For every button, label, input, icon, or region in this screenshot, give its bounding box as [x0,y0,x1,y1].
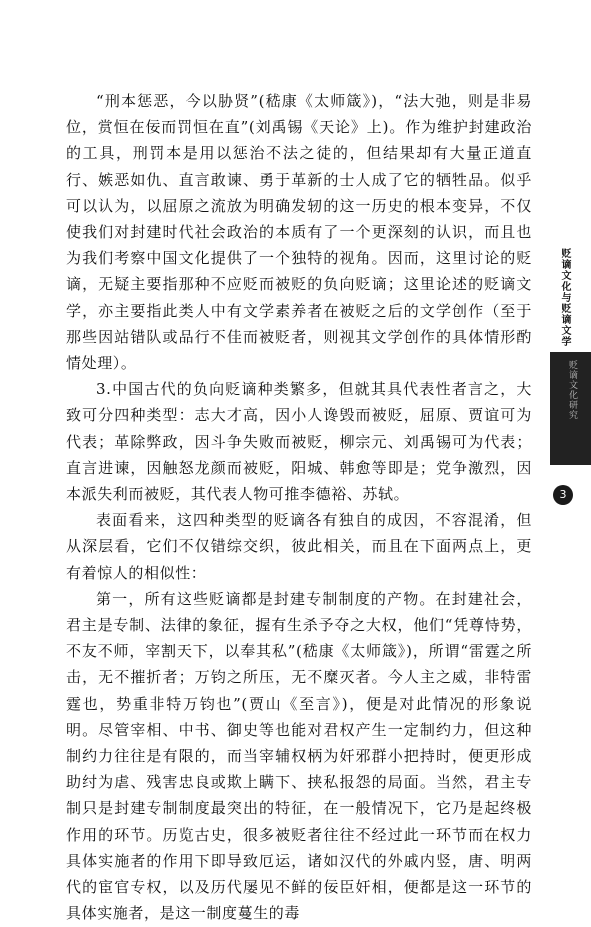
running-book-title: 贬谪文化与贬谪文学 [559,248,570,347]
paragraph-2: 3.中国古代的负向贬谪种类繁多，但就其具代表性者言之，大致可分四种类型：志大才高，因小人谗毁而被贬，屈原、贾谊可为代表；革除弊政，因斗争失败而被贬，柳宗元、刘禹锡可为代表；直言进谏，因触怒龙颜而被贬，阳城、韩愈等即是；党争激烈，因本派失利而被贬，其代表人物可推李德裕、苏轼。 [66,380,532,504]
page-body [66,88,532,927]
paragraph-3: 表面看来，这四种类型的贬谪各有独自的成因，不容混淆，但从深层看，它们不仅错综交织，彼此相关，而且在下面两点上，更有着惊人的相似性： [66,511,532,582]
paragraph-1: “刑本惩恶，今以胁贤”(嵇康《太师箴》)，“法大弛，则是非易位，赏恒在佞而罚恒在直”(刘禹锡《天论》上)。作为维护封建政治的工具，刑罚本是用以惩治不法之徒的，但结果却有大量正道直行、嫉恶如仇、直言敢谏、勇于革新的士人成了它的牺牲品。似乎可以认为，以屈原之流放为明确发轫的这一历史的根本变异，不仅使我们对封建时代社会政治的本质有了一个更深刻的认识，而且也为我们考察中国文化提供了一个独特的视角。因而，这里讨论的贬谪，无疑主要指那种不应贬而被贬的负向贬谪；这里论述的贬谪文学，亦主要指此类人中有文学素养者在被贬之后的文学创作（至于那些因站错队或品行不佳而被贬者，则视其文学创作的具体情形酌情处理）。 [66,92,532,373]
page-number-badge: 3 [553,485,573,505]
paragraph-4: 第一，所有这些贬谪都是封建专制制度的产物。在封建社会，君主是专制、法律的象征，握有生杀予夺之大权，他们“凭尊恃势，不友不师，宰割天下，以奉其私”(嵇康《太师箴》)，所谓“雷霆之所击，无不摧折者；万钧之所压，无不糜灭者。今人主之威，非特雷霆也，势重非特万钧也”(贾山《至言》)，便是对此情况的形象说明。尽管宰相、中书、御史等也能对君权产生一定制约力，但这种制约力往往是有限的，而当宰辅权柄为奸邪群小把持时，便更形成助纣为虐、残害忠良或欺上瞒下、挟私报怨的局面。当然，君主专制只是封建专制制度最突出的特征，在一般情况下，它乃是起终极作用的环节。历览古史，很多被贬者往往不经过此一环节而在权力具体实施者的作用下即导致厄运，诸如汉代的外戚内竖，唐、明两代的宦官专权，以及历代屡见不鲜的佞臣奸相，便都是这一环节的具体实施者，是这一制度蔓生的毒 [66,589,532,923]
section-tab-label: 贬谪文化研究 [567,360,577,420]
